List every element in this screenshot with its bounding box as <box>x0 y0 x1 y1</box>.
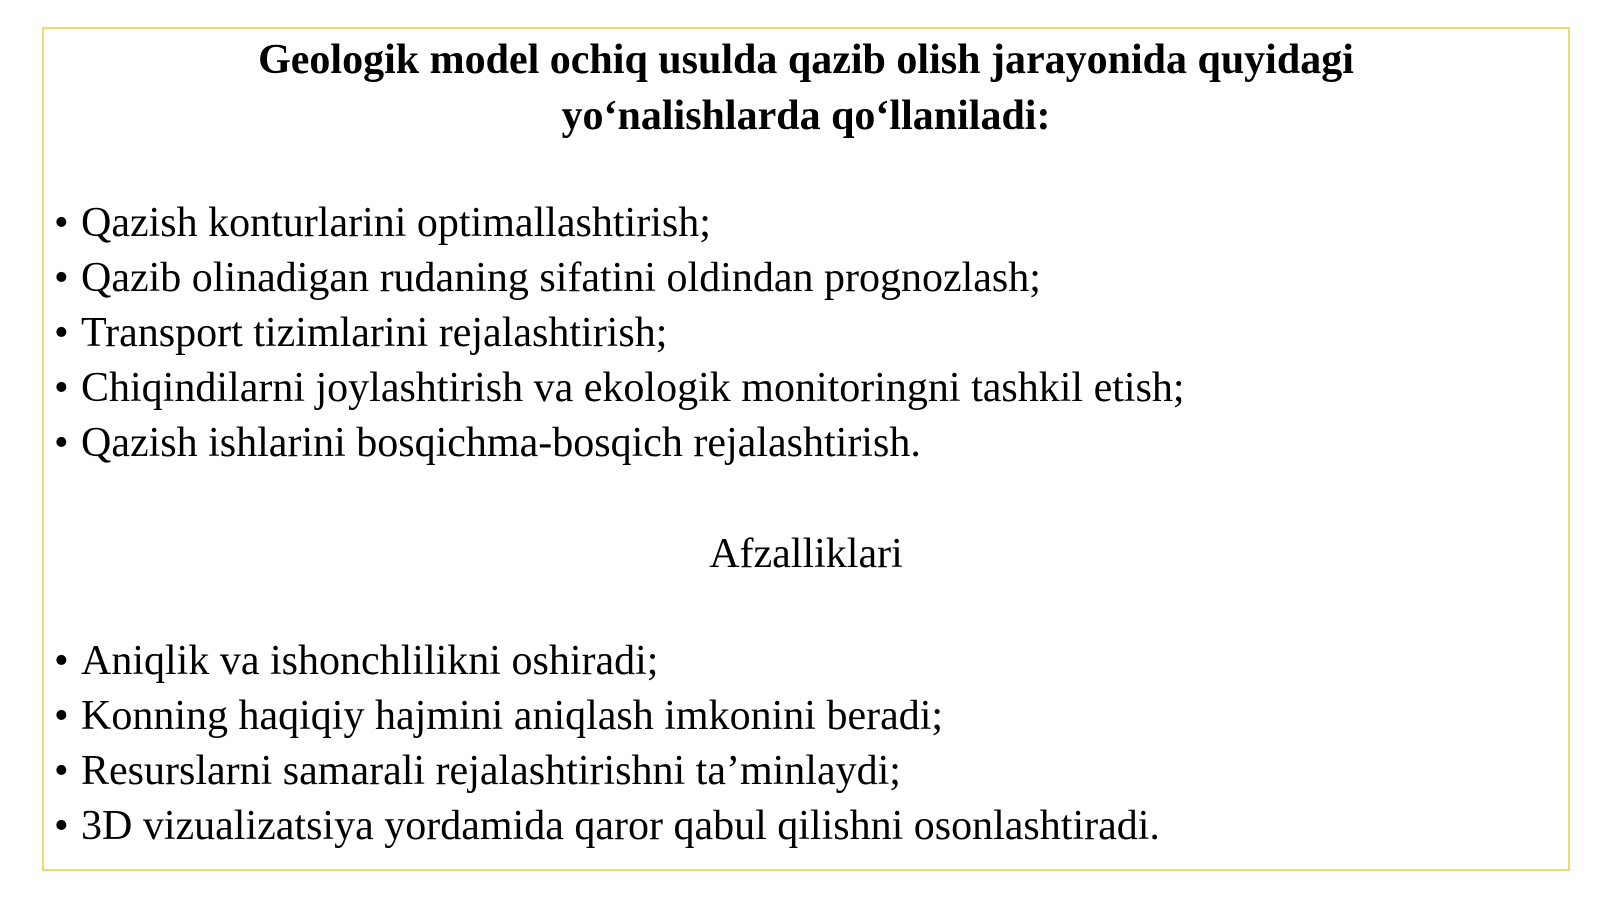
bullet: • <box>54 365 69 411</box>
bullet: • <box>54 803 69 849</box>
advantages-list <box>54 634 1160 854</box>
list-item-text: 3D vizualizatsiya yordamida qaror qabul qilishni osonlashtiradi. <box>81 803 1160 849</box>
list-item-text: Resurslarni samarali rejalashtirishni ta’minlaydi; <box>81 748 901 794</box>
slide-title-line-1: Geologik model ochiq usulda qazib olish jarayonida quyidagi <box>258 37 1354 83</box>
bullet: • <box>54 255 69 301</box>
slide-title <box>42 32 1570 144</box>
bullet: • <box>54 693 69 739</box>
list-item-text: Aniqlik va ishonchlilikni oshiradi; <box>81 638 659 684</box>
list-item <box>54 689 1160 744</box>
list-item <box>54 361 1185 416</box>
bullet: • <box>54 748 69 794</box>
list-item <box>54 251 1185 306</box>
advantages-heading: Afzalliklari <box>709 531 903 577</box>
list-item <box>54 744 1160 799</box>
list-item <box>54 634 1160 689</box>
list-item-text: Qazish ishlarini bosqichma-bosqich rejalashtirish. <box>81 420 921 466</box>
bullet: • <box>54 638 69 684</box>
list-item <box>54 416 1185 471</box>
list-item-text: Transport tizimlarini rejalashtirish; <box>81 310 668 356</box>
uses-list <box>54 196 1185 471</box>
slide-title-line-2: yo‘nalishlarda qo‘llaniladi: <box>561 93 1051 139</box>
list-item <box>54 196 1185 251</box>
bullet: • <box>54 310 69 356</box>
bullet: • <box>54 200 69 246</box>
bullet: • <box>54 420 69 466</box>
list-item-text: Chiqindilarni joylashtirish va ekologik monitoringni tashkil etish; <box>81 365 1185 411</box>
list-item-text: Konning haqiqiy hajmini aniqlash imkonini beradi; <box>81 693 944 739</box>
list-item <box>54 799 1160 854</box>
list-item-text: Qazish konturlarini optimallashtirish; <box>81 200 711 246</box>
list-item-text: Qazib olinadigan rudaning sifatini oldindan prognozlash; <box>81 255 1041 301</box>
list-item <box>54 306 1185 361</box>
